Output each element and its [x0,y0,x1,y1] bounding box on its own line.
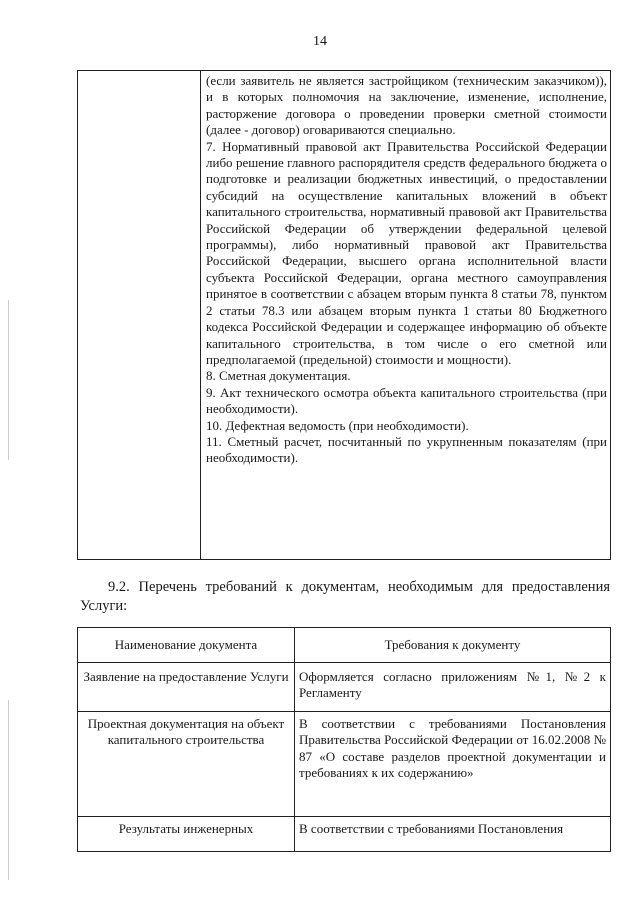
continued-document-list-table [77,70,611,560]
table-header-row [78,628,611,663]
requirement-cell: В соответствии с требованиями Постановления [295,817,611,852]
scan-margin-mark [8,300,9,460]
section-9-2-paragraph: 9.2. Перечень требований к документам, необходимым для предоставления Услуги: [80,579,610,614]
list-item: 10. Дефектная ведомость (при необходимости). [206,417,469,433]
requirement-cell: В соответствии с требованиями Постановления Правительства Российской Федерации от 16.02.2008 № 87 «О составе разделов проектной документации и требованиях к их содержанию» [295,712,611,817]
table-row [78,712,611,817]
header-document-name: Наименование документа [78,628,295,663]
list-item: 8. Сметная документация. [206,368,351,384]
header-requirements: Требования к документу [295,628,611,663]
table-row [78,663,611,712]
document-name-cell: Результаты инженерных [78,817,295,852]
list-item: 11. Сметный расчет, посчитанный по укрупненным показателям (при необходимости). [206,433,607,466]
empty-left-cell [78,71,201,560]
scan-margin-mark [8,700,9,880]
page-number: 14 [313,34,327,49]
requirements-table [77,627,611,852]
list-item: 7. Нормативный правовой акт Правительства Российской Федерации либо решение главного распорядителя средств федерального бюджета о подготовке и реализации бюджетных инвестиций, о предоставлении субсидий на осуществление капитальных вложений в объект капитального строительства, нормативный правовой акт Правительства Российской Федерации об утверждении федеральной целевой программы), либо нормативный правовой акт Правительства Российской Федерации, высшего органа исполнительной власти субъекта Российской Федерации, органа местного самоуправления принятое в соответствии с абзацем вторым пункта 8 статьи 78, пунктом 2 статьи 78.3 или абзацем вторым пункта 1 статьи 80 Бюджетного кодекса Российской Федерации и содержащее информацию об объекте капитального строительства, в том числе о его сметной или предполагаемой (предельной) стоимости и мощности). [206,138,607,367]
document-name-cell: Проектная документация на объект капитального строительства [78,712,295,817]
document-name-cell: Заявление на предоставление Услуги [78,663,295,712]
list-item: (если заявитель не является застройщиком (техническим заказчиком)), и в которых полномочия на заключение, изменение, исполнение, расторжение договора о проведении проверки сметной стоимости (далее - договор) оговариваются специально. [206,73,607,138]
table-row [78,817,611,852]
list-item: 9. Акт технического осмотра объекта капитального строительства (при необходимости). [206,384,607,417]
document-list-cell [201,71,611,560]
requirement-cell: Оформляется согласно приложениям №1, №2 к Регламенту [295,663,611,712]
